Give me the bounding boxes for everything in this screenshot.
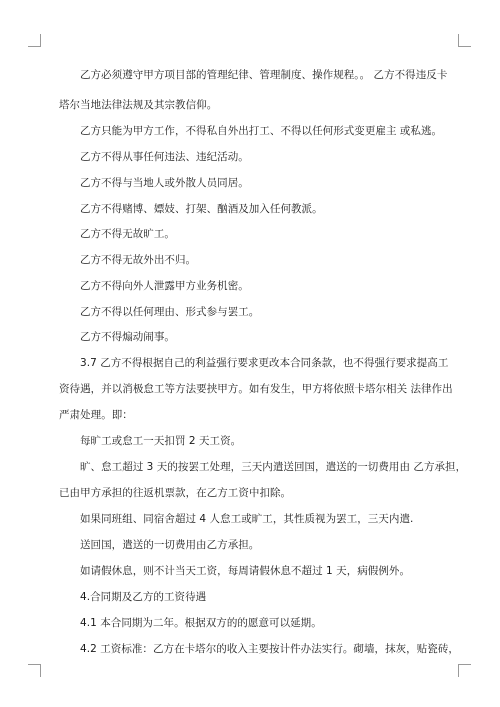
text-line: 资待遇，并以消极怠工等方法要挟甲方。如有发生，甲方将依照卡塔尔相关 法律作出 — [59, 383, 453, 395]
text-line: 已由甲方承担的往返机票款，在乙方工资中扣除。 — [59, 487, 292, 499]
text-line: 乙方不得赌博、嫖妓、打架、酗酒及加入任何教派。 — [80, 203, 323, 215]
text-line: 乙方不得向外人泄露甲方业务机密。 — [80, 280, 249, 292]
text-line: 4.2 工资标准：乙方在卡塔尔的收入主要按计件办法实行。砌墙，抹灰，贴瓷砖， — [80, 643, 459, 655]
crop-mark-bottom-right — [458, 664, 471, 677]
crop-mark-top-left — [28, 34, 41, 47]
text-line: 每旷工或怠工一天扣罚 2 天工资。 — [80, 435, 242, 447]
text-line: 旷、怠工超过 3 天的按罢工处理，三天内遣送回国，遣送的一切费用由 乙方承担， — [80, 461, 467, 473]
section-heading: 4.合同期及乙方的工资待遇 — [80, 591, 207, 603]
crop-mark-bottom-left — [28, 664, 41, 677]
text-line: 送回国，遣送的一切费用由乙方承担。 — [80, 539, 260, 551]
text-line: 塔尔当地法律法规及其宗教信仰。 — [59, 99, 218, 111]
text-line: 乙方必须遵守甲方项目部的管理纪律、管理制度、操作规程。。 乙方不得违反卡 — [80, 69, 448, 81]
text-line: 如果同班组、同宿舍超过 4 人怠工或旷工，其性质视为罢工，三天内遣. — [80, 513, 414, 525]
text-line: 乙方不得从事任何违法、违纪活动。 — [80, 151, 249, 163]
text-line: 乙方不得与当地人或外散人员同居。 — [80, 177, 249, 189]
text-line: 4.1 本合同期为二年。根据双方的的愿意可以延期。 — [80, 617, 322, 629]
text-line: 乙方不得以任何理由、形式参与罢工。 — [80, 306, 260, 318]
crop-mark-top-right — [458, 34, 471, 47]
text-line: 3.7 乙方不得根据自己的利益强行要求更改本合同条款，也不得强行要求提高工 — [80, 357, 449, 369]
text-line: 乙方只能为甲方工作，不得私自外出打工、不得以任何形式变更雇主 或私逃。 — [80, 125, 443, 137]
text-line: 严肃处理。即： — [59, 409, 133, 421]
text-line: 乙方不得无故旷工。 — [80, 228, 175, 240]
text-line: 乙方不得煽动闹事。 — [80, 331, 175, 343]
text-line: 如请假休息，则不计当天工资，每周请假休息不超过 1 天，病假例外。 — [80, 565, 411, 577]
text-line: 乙方不得无故外出不归。 — [80, 254, 197, 266]
